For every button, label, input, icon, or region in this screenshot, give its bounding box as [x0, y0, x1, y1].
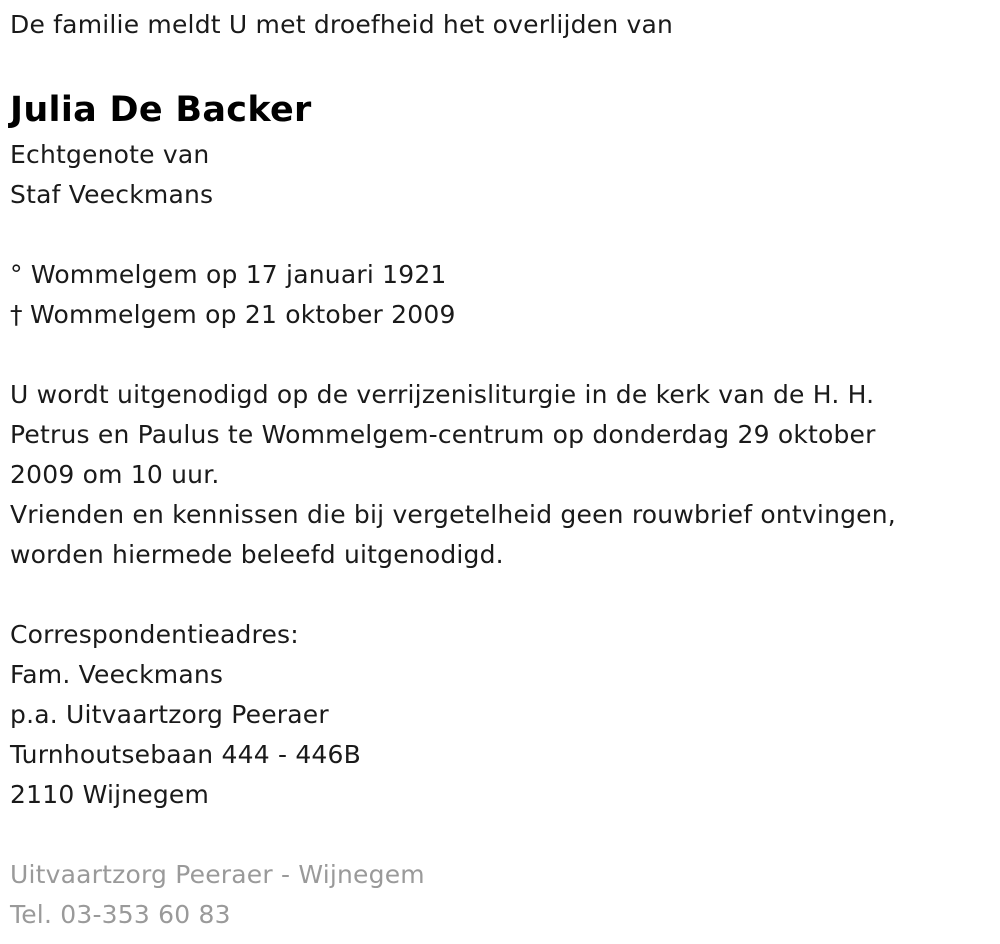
deceased-name: Julia De Backer — [10, 90, 312, 130]
spouse-name: Staf Veeckmans — [10, 180, 214, 209]
invitation-line: U wordt uitgenodigd op de verrijzenisliturgie in de kerk van de H. H. — [10, 380, 875, 409]
spacer — [10, 335, 990, 375]
invitation-line: 2009 om 10 uur. — [10, 460, 220, 489]
invitation-line: Petrus en Paulus te Wommelgem-centrum op donderdag 29 oktober — [10, 420, 876, 449]
invitation-line: worden hiermede beleefd uitgenodigd. — [10, 540, 504, 569]
birth-line — [10, 255, 990, 295]
birth-symbol: ° — [10, 260, 23, 289]
intro-text: De familie meldt U met droefheid het overlijden van — [10, 10, 674, 39]
relation-text: Echtgenote van — [10, 140, 210, 169]
footer — [10, 855, 990, 935]
birth-text: Wommelgem op 17 januari 1921 — [30, 260, 447, 289]
death-line — [10, 295, 990, 335]
invitation-line: Vrienden en kennissen die bij vergetelheid geen rouwbrief ontvingen, — [10, 500, 896, 529]
address-line: Turnhoutsebaan 444 - 446B — [10, 740, 361, 769]
death-notice — [10, 0, 990, 935]
address-line: 2110 Wijnegem — [10, 780, 210, 809]
address-line: p.a. Uitvaartzorg Peeraer — [10, 700, 329, 729]
death-text: Wommelgem op 21 oktober 2009 — [30, 300, 456, 329]
funeral-company: Uitvaartzorg Peeraer - Wijnegem — [10, 860, 425, 889]
cross-icon: † — [10, 300, 23, 329]
correspondence-block — [10, 615, 990, 815]
invitation-block — [10, 375, 990, 575]
phone-number: Tel. 03-353 60 83 — [10, 900, 231, 929]
correspondence-label: Correspondentieadres: — [10, 620, 299, 649]
spacer — [10, 215, 990, 255]
spacer — [10, 815, 990, 855]
address-line: Fam. Veeckmans — [10, 660, 224, 689]
spacer — [10, 575, 990, 615]
